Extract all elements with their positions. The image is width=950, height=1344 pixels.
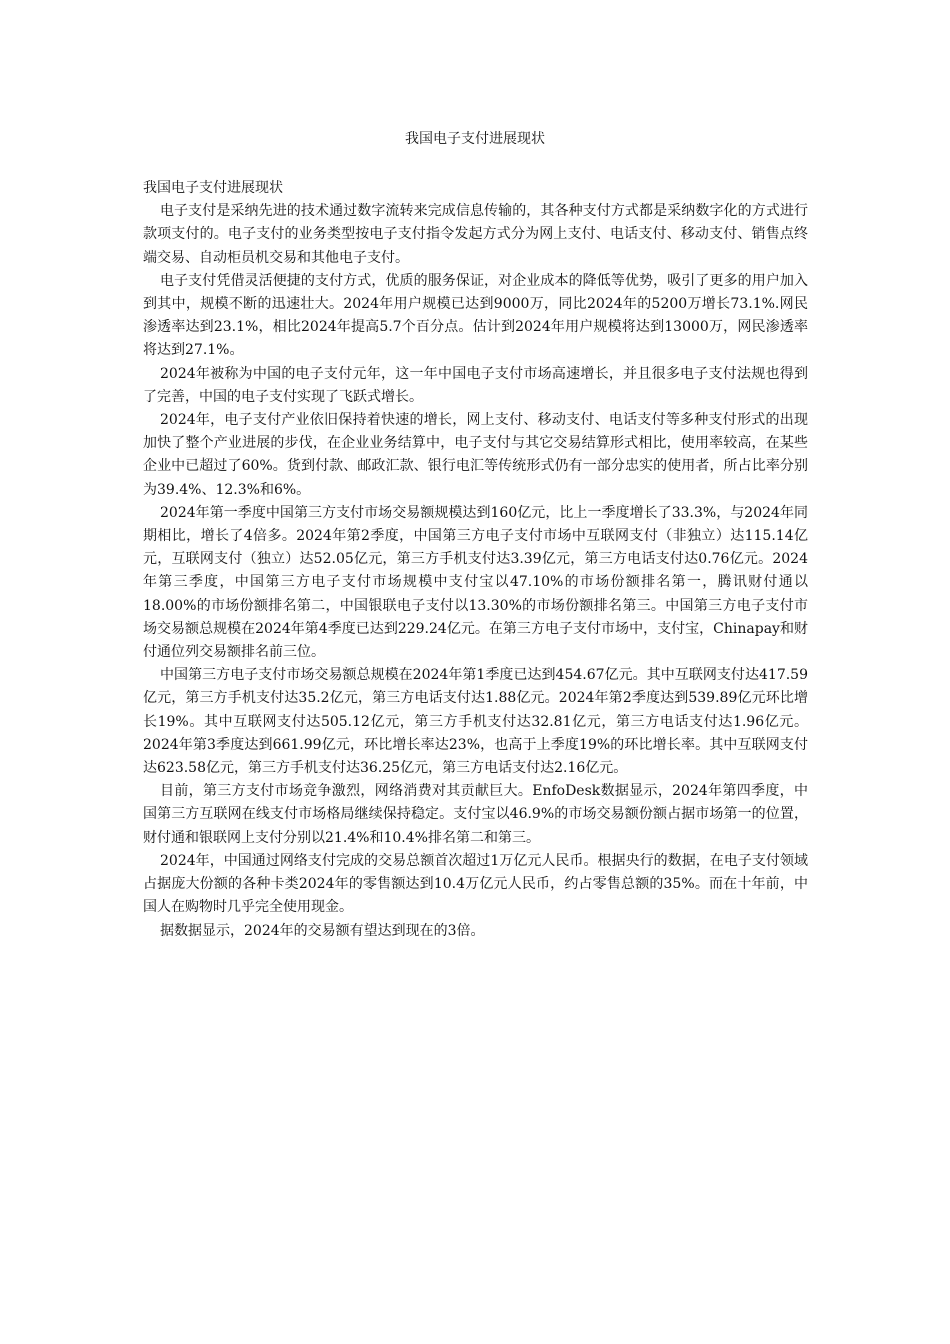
paragraph: 目前，第三方支付市场竞争激烈，网络消费对其贡献巨大。EnfoDesk数据显示，2024年第四季度，中国第三方互联网在线支付市场格局继续保持稳定。支付宝以46.9%的市场交易额份额占据市场第一的位置，财付通和银联网上支付分别以21.4%和10.4%排名第二和第三。 [143,783,808,846]
document-title: 我国电子支付进展现状 [405,131,545,147]
paragraph: 据数据显示，2024年的交易额有望达到现在的3倍。 [160,922,485,939]
paragraph: 2024年，电子支付产业依旧保持着快速的增长，网上支付、移动支付、电话支付等多种支付形式的出现加快了整个产业进展的步伐，在企业业务结算中，电子支付与其它交易结算形式相比，使用率较高，在某些企业中已超过了60%。货到付款、邮政汇款、银行电汇等传统形式仍有一部分忠实的使用者，所占比率分别为39.4%、12.3%和6%。 [143,412,808,498]
paragraph: 电子支付是采纳先进的技术通过数字流转来完成信息传输的，其各种支付方式都是采纳数字化的方式进行款项支付的。电子支付的业务类型按电子支付指令发起方式分为网上支付、电话支付、移动支付、销售点终端交易、自动柜员机交易和其他电子支付。 [143,203,808,266]
document-body [143,177,808,943]
paragraph: 2024年第一季度中国第三方支付市场交易额规模达到160亿元，比上一季度增长了33.3%，与2024年同期相比，增长了4倍多。2024年第2季度，中国第三方电子支付市场中互联网支付（非独立）达115.14亿元，互联网支付（独立）达52.05亿元，第三方手机支付达3.39亿元，第三方电话支付达0.76亿元。2024年第三季度，中国第三方电子支付市场规模中支付宝以47.10%的市场份额排名第一，腾讯财付通以18.00%的市场份额排名第二，中国银联电子支付以13.30%的市场份额排名第三。中国第三方电子支付市场交易额总规模在2024年第4季度已达到229.24亿元。在第三方电子支付市场中，支付宝，Chinapay和财付通位列交易额排名前三位。 [143,504,808,661]
paragraph: 2024年，中国通过网络支付完成的交易总额首次超过1万亿元人民币。根据央行的数据，在电子支付领域占据庞大份额的各种卡类2024年的零售额达到10.4万亿元人民币，约占零售总额的35%。而在十年前，中国人在购物时几乎完全使用现金。 [143,852,808,916]
paragraph: 中国第三方电子支付市场交易额总规模在2024年第1季度已达到454.67亿元。其中互联网支付达417.59亿元，第三方手机支付达35.2亿元，第三方电话支付达1.88亿元。2024年第2季度达到539.89亿元环比增长19%。其中互联网支付达505.12亿元，第三方手机支付达32.81亿元，第三方电话支付达1.96亿元。2024年第3季度达到661.99亿元，环比增长率达23%，也高于上季度19%的环比增长率。其中互联网支付达623.58亿元，第三方手机支付达36.25亿元，第三方电话支付达2.16亿元。 [143,667,808,777]
document-subtitle: 我国电子支付进展现状 [143,180,283,196]
paragraph: 电子支付凭借灵活便捷的支付方式，优质的服务保证，对企业成本的降低等优势，吸引了更多的用户加入到其中，规模不断的迅速壮大。2024年用户规模已达到9000万，同比2024年的5200万增长73.1%.网民渗透率达到23.1%，相比2024年提高5.7个百分点。估计到2024年用户规模将达到13000万，网民渗透率将达到27.1%。 [143,272,808,359]
paragraph: 2024年被称为中国的电子支付元年，这一年中国电子支付市场高速增长，并且很多电子支付法规也得到了完善，中国的电子支付实现了飞跃式增长。 [143,365,808,405]
